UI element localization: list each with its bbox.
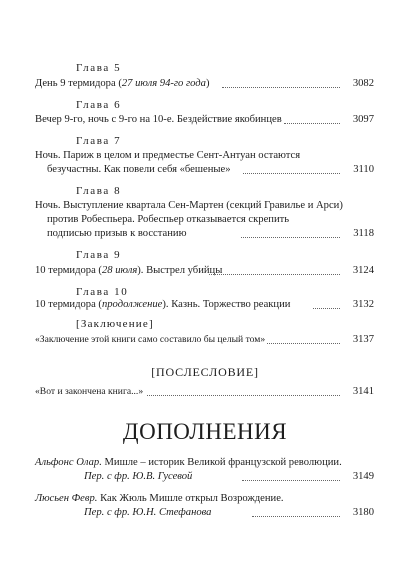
dot-leader — [243, 173, 340, 174]
chapter-heading: [Заключение] — [76, 318, 154, 330]
page-number: 3124 — [352, 265, 374, 276]
entry-title: День 9 термидора (27 июля 94-го года) — [35, 78, 210, 89]
translator-credit: Пер. с фр. Ю.В. Гусевой — [84, 471, 193, 482]
page-number: 3118 — [353, 228, 374, 239]
chapter-heading: Глава 8 — [76, 185, 122, 197]
entry-title: «Вот и закончена книга...» — [35, 386, 144, 397]
toc-entry[interactable] — [35, 333, 374, 347]
toc-entry[interactable] — [35, 264, 374, 278]
toc-entry[interactable] — [84, 506, 374, 520]
dot-leader — [284, 123, 340, 124]
page-number: 3141 — [352, 386, 374, 397]
dot-leader — [267, 343, 340, 344]
entry-title-line: Ночь. Выступление квартала Сен-Мартен (секций Гравилье и Арси) — [35, 200, 343, 211]
supplements-heading: ДОПОЛНЕНИЯ — [122, 419, 288, 444]
chapter-heading: Глава 7 — [76, 135, 122, 147]
entry-title: подписью призыв к восстанию — [47, 228, 187, 239]
entry-title: «Заключение этой книги само составило бы целый том» — [35, 334, 266, 345]
page-number: 3132 — [352, 299, 374, 310]
translator-credit: Пер. с фр. Ю.Н. Стефанова — [84, 507, 212, 518]
chapter-heading: Глава 9 — [76, 249, 122, 261]
toc-entry[interactable] — [35, 113, 374, 127]
entry-title: Вечер 9-го, ночь с 9-го на 10-е. Бездействие якобинцев — [35, 114, 282, 125]
chapter-heading: Глава 6 — [76, 99, 122, 111]
dot-leader — [222, 87, 340, 88]
page-number: 3097 — [352, 114, 374, 125]
supplement-title-line: Люсьен Февр. Как Жюль Мишле открыл Возрождение. — [35, 493, 284, 504]
entry-title: 10 термидора (28 июля). Выстрел убийцы — [35, 265, 223, 276]
toc-entry[interactable] — [35, 298, 374, 312]
supplement-title-line: Альфонс Олар. Мишле – историк Великой французской революции. — [35, 457, 342, 468]
page-number: 3082 — [352, 78, 374, 89]
page-number: 3149 — [352, 471, 374, 482]
afterword-heading: [ПОСЛЕСЛОВИЕ] — [151, 365, 259, 379]
page-number: 3110 — [353, 164, 374, 175]
toc-entry[interactable] — [84, 470, 374, 484]
page-number: 3180 — [352, 507, 374, 518]
toc-entry[interactable] — [35, 385, 374, 399]
entry-title: 10 термидора (продолжение). Казнь. Торжество реакции — [35, 299, 291, 310]
dot-leader — [242, 480, 340, 481]
chapter-heading: Глава 10 — [76, 286, 129, 298]
entry-title-line: Ночь. Париж в целом и предместье Сент-Антуан остаются — [35, 150, 301, 161]
page-number: 3137 — [352, 334, 374, 345]
toc-entry[interactable] — [47, 227, 374, 241]
dot-leader — [241, 237, 340, 238]
entry-title: безучастны. Как повели себя «бешеные» — [47, 164, 231, 175]
entry-title-line: против Робеспьера. Робеспьер отказывается скрепить — [47, 214, 290, 225]
dot-leader — [313, 308, 340, 309]
toc-entry[interactable] — [35, 77, 374, 91]
chapter-heading: Глава 5 — [76, 62, 122, 74]
toc-entry[interactable] — [47, 163, 374, 177]
dot-leader — [147, 395, 340, 396]
dot-leader — [252, 516, 340, 517]
dot-leader — [209, 274, 340, 275]
